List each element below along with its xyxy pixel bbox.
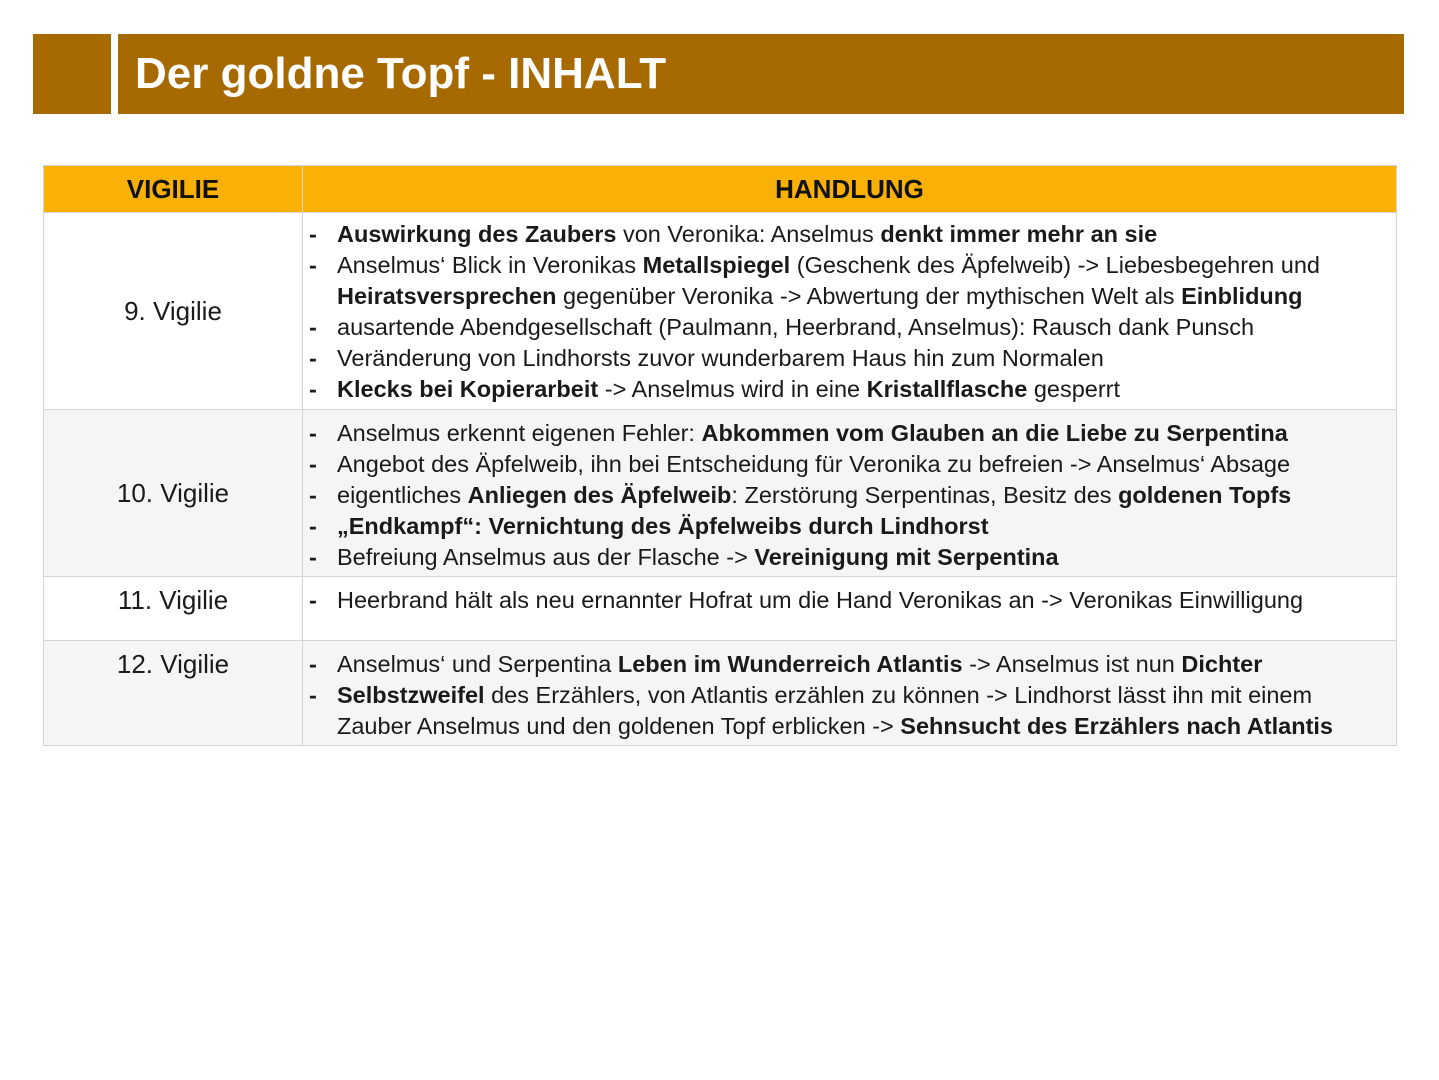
handlung-cell — [303, 213, 1397, 410]
bold-text: Kristallflasche — [866, 376, 1028, 402]
text-segment: Heerbrand hält als neu ernannter Hofrat um die Hand Veronikas an -> Veronikas Einwilligung — [337, 587, 1304, 613]
bullet-item — [307, 649, 1390, 680]
page-title: Der goldne Topf - INHALT — [135, 49, 667, 98]
text-segment: (Geschenk des Äpfelweib) -> Liebesbegehren und — [790, 252, 1320, 278]
bullet-list — [307, 585, 1390, 616]
bold-text: Auswirkung des Zaubers — [337, 221, 617, 247]
bold-text: Heiratsversprechen — [337, 283, 557, 309]
bullet-list — [307, 418, 1390, 573]
text-segment: Anselmus‘ Blick in Veronikas — [337, 252, 643, 278]
title-divider — [111, 34, 118, 114]
table-header-row — [44, 166, 1397, 213]
table-row — [44, 641, 1397, 746]
vigilie-cell: 10. Vigilie — [44, 410, 303, 577]
bullet-item — [307, 680, 1390, 711]
bold-text: Vereinigung mit Serpentina — [754, 544, 1059, 570]
text-segment: Befreiung Anselmus aus der Flasche -> — [337, 544, 755, 570]
text-segment: Zauber Anselmus und den goldenen Topf erblicken -> — [337, 713, 901, 739]
text-segment: : Zerstörung Serpentinas, Besitz des — [731, 482, 1119, 508]
text-segment: -> Anselmus wird in eine — [598, 376, 867, 402]
text-segment: eigentliches — [337, 482, 468, 508]
text-segment: Veränderung von Lindhorsts zuvor wunderbarem Haus hin zum Normalen — [337, 345, 1104, 371]
handlung-cell — [303, 641, 1397, 746]
text-segment: von Veronika: Anselmus — [616, 221, 881, 247]
bullet-item — [307, 418, 1390, 449]
bullet-item — [307, 250, 1390, 281]
table-row — [44, 213, 1397, 410]
bullet-continuation — [307, 711, 1390, 742]
bold-text: Klecks bei Kopierarbeit — [337, 376, 599, 402]
bullet-item — [307, 585, 1390, 616]
bullet-item — [307, 449, 1390, 480]
bold-text: „Endkampf“: Vernichtung des Äpfelweibs durch Lindhorst — [337, 513, 989, 539]
bullet-item — [307, 374, 1390, 405]
bullet-item — [307, 219, 1390, 250]
column-header-vigilie: VIGILIE — [44, 166, 303, 213]
bullet-item — [307, 343, 1390, 374]
bold-text: goldenen Topfs — [1118, 482, 1292, 508]
bold-text: Sehnsucht des Erzählers nach Atlantis — [900, 713, 1333, 739]
text-segment: gesperrt — [1027, 376, 1121, 402]
bullet-list — [307, 219, 1390, 405]
bullet-list — [307, 649, 1390, 742]
table-row — [44, 410, 1397, 577]
bold-text: Selbstzweifel — [337, 682, 485, 708]
bold-text: Metallspiegel — [642, 252, 791, 278]
table-row — [44, 577, 1397, 641]
column-header-handlung: HANDLUNG — [303, 166, 1397, 213]
text-segment: Anselmus erkennt eigenen Fehler: — [337, 420, 702, 446]
bullet-item — [307, 542, 1390, 573]
bold-text: Einblidung — [1181, 283, 1303, 309]
bullet-item — [307, 480, 1390, 511]
text-segment: des Erzählers, von Atlantis erzählen zu können -> Lindhorst lässt ihn mit einem — [484, 682, 1313, 708]
text-segment: ausartende Abendgesellschaft (Paulmann, Heerbrand, Anselmus): Rausch dank Punsch — [337, 314, 1255, 340]
vigilie-cell: 11. Vigilie — [44, 577, 303, 641]
bold-text: Leben im Wunderreich Atlantis — [617, 651, 963, 677]
vigilie-cell: 12. Vigilie — [44, 641, 303, 746]
bold-text: Anliegen des Äpfelweib — [467, 482, 732, 508]
bold-text: Abkommen vom Glauben an die Liebe zu Serpentina — [701, 420, 1288, 446]
text-segment: Angebot des Äpfelweib, ihn bei Entscheidung für Veronika zu befreien -> Anselmus‘ Absage — [337, 451, 1291, 477]
handlung-cell — [303, 410, 1397, 577]
text-segment: gegenüber Veronika -> Abwertung der mythischen Welt als — [556, 283, 1182, 309]
bullet-item — [307, 511, 1390, 542]
text-segment: Anselmus‘ und Serpentina — [337, 651, 618, 677]
bullet-item — [307, 312, 1390, 343]
content-table — [43, 165, 1397, 746]
handlung-cell — [303, 577, 1397, 641]
vigilie-cell: 9. Vigilie — [44, 213, 303, 410]
bold-text: Dichter — [1181, 651, 1263, 677]
text-segment: -> Anselmus ist nun — [962, 651, 1182, 677]
bold-text: denkt immer mehr an sie — [880, 221, 1158, 247]
bullet-continuation — [307, 281, 1390, 312]
